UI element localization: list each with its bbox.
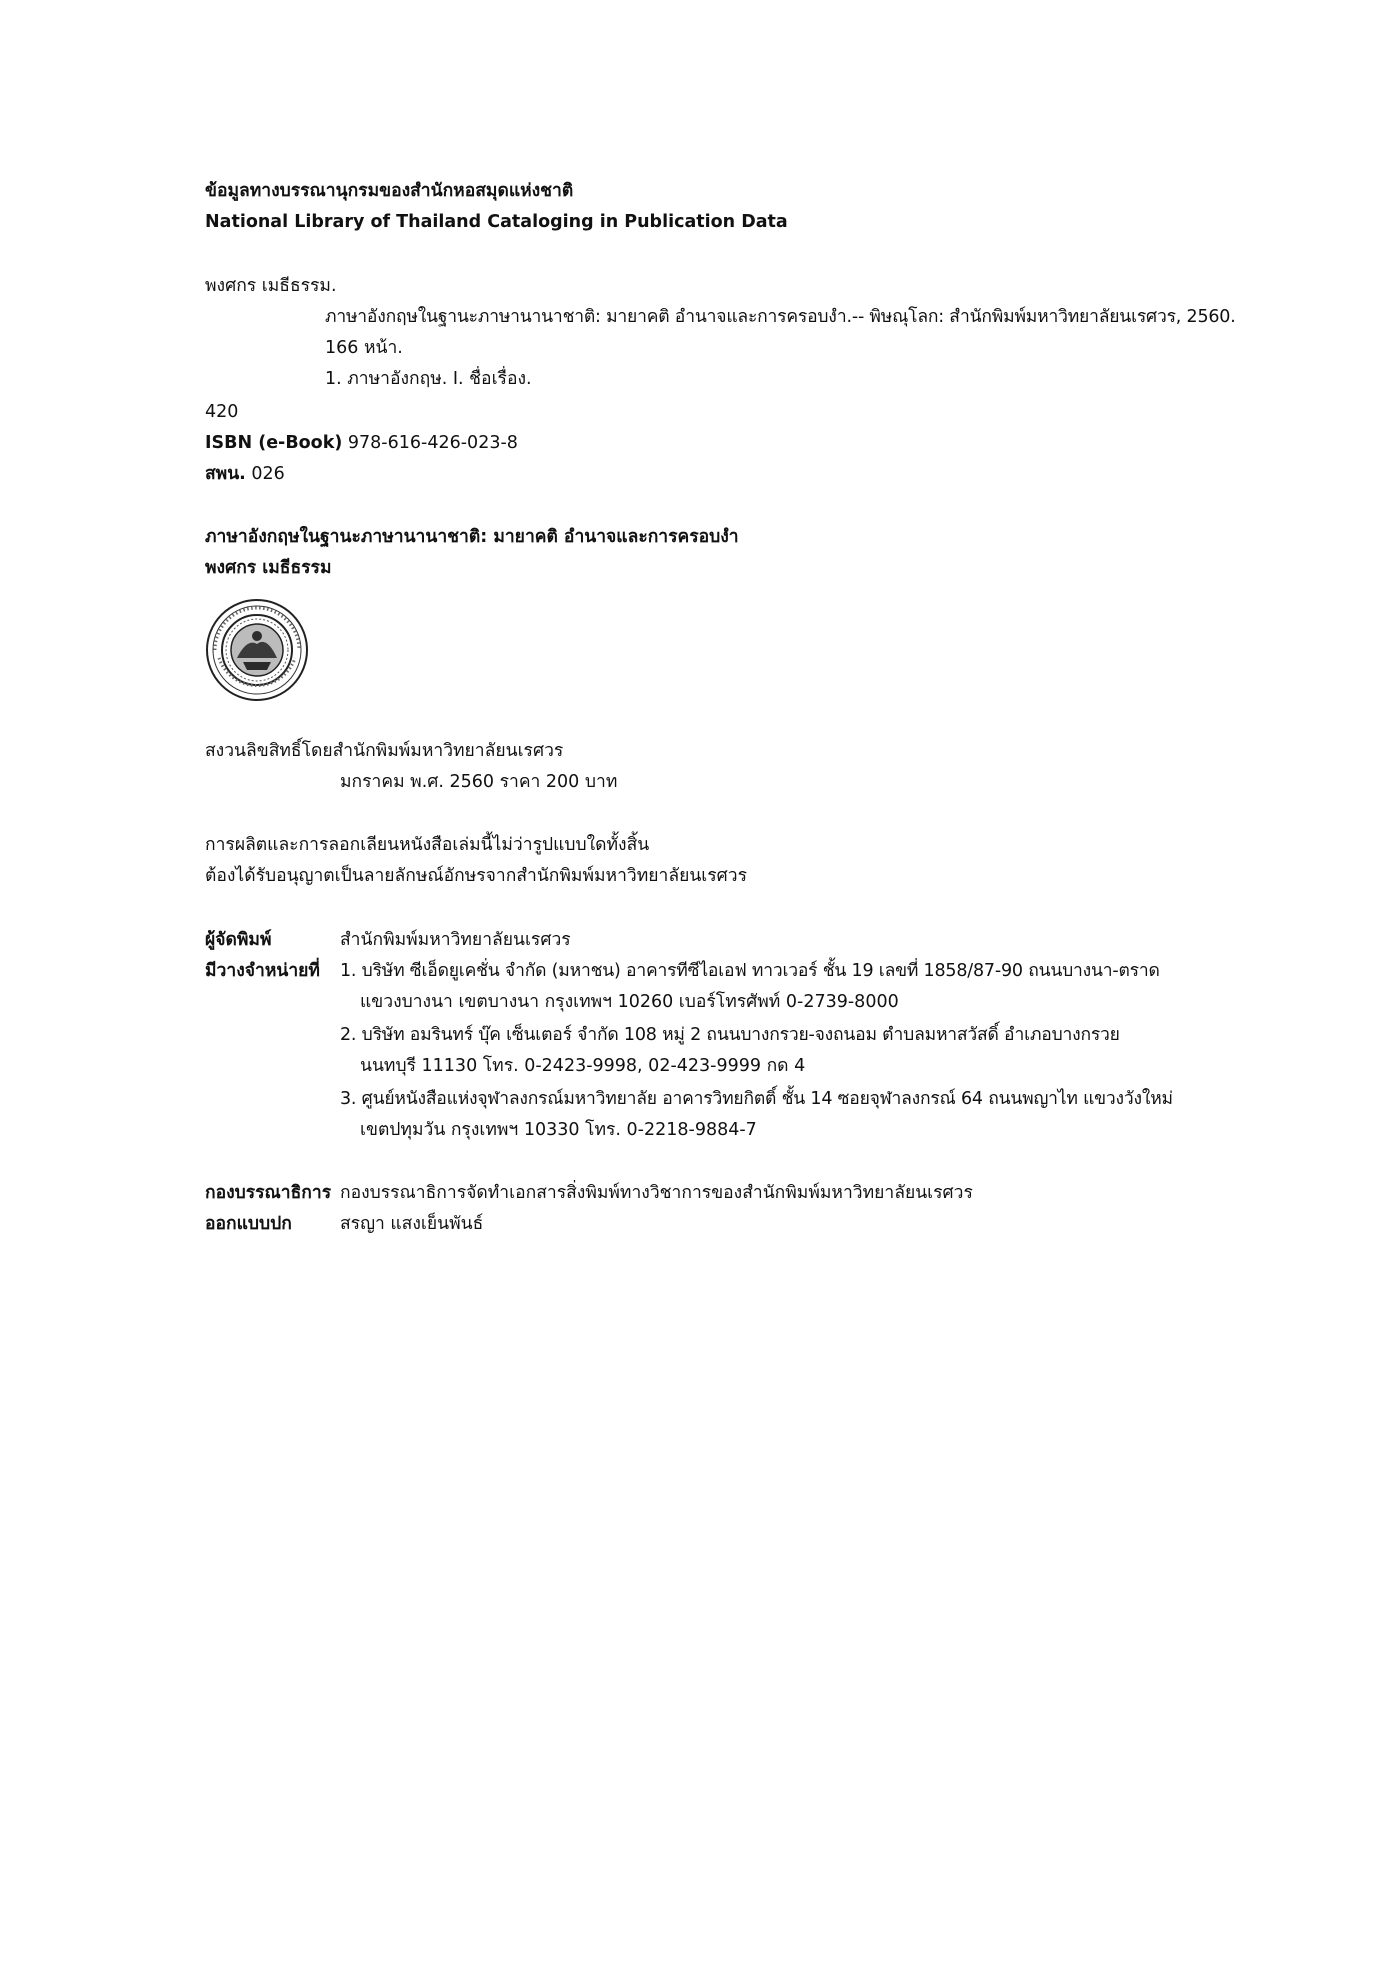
distributor-1-line-2: แขวงบางนา เขตบางนา กรุงเทพฯ 10260 เบอร์โทรศัพท์ 0-2739-8000 [360,992,899,1012]
cip-subjects: 1. ภาษาอังกฤษ. I. ชื่อเรื่อง. [325,369,532,389]
cover-design-label: ออกแบบปก [205,1214,292,1234]
distributor-2-line-2: นนทบุรี 11130 โทร. 0-2423-9998, 02-423-9999 กด 4 [360,1056,806,1076]
cip-heading-en: National Library of Thailand Cataloging in Publication Data [205,212,788,232]
snp-value: 026 [245,464,285,484]
isbn-label: ISBN (e-Book) [205,433,343,453]
cip-entry: ภาษาอังกฤษในฐานะภาษานานาชาติ: มายาคติ อำนาจและการครอบงำ.-- พิษณุโลก: สำนักพิมพ์มหาวิทยาลัยนเรศวร, 2560. [325,307,1236,327]
snp-label: สพน. [205,464,246,484]
notice-line-1: การผลิตและการลอกเลียนหนังสือเล่มนี้ไม่ว่ารูปแบบใดทั้งสิ้น [205,835,650,855]
university-seal-logo [205,598,309,702]
cover-design-value: สรญา แสงเย็นพันธ์ [340,1214,484,1234]
publisher-label: ผู้จัดพิมพ์ [205,930,272,950]
cip-snp [205,459,285,489]
distributor-1-line-1: 1. บริษัท ซีเอ็ดยูเคชั่น จำกัด (มหาชน) อาคารทีซีไอเอฟ ทาวเวอร์ ชั้น 19 เลขที่ 1858/87-90 ถนนบางนา-ตราด [340,961,1160,981]
isbn-value: 978-616-426-023-8 [342,433,518,453]
distributors-label: มีวางจำหน่ายที่ [205,961,320,981]
cip-isbn [205,428,518,458]
date-price-line: มกราคม พ.ศ. 2560 ราคา 200 บาท [340,772,618,792]
editorial-value: กองบรรณาธิการจัดทำเอกสารสิ่งพิมพ์ทางวิชาการของสำนักพิมพ์มหาวิทยาลัยนเรศวร [340,1183,973,1203]
distributor-3-line-1: 3. ศูนย์หนังสือแห่งจุฬาลงกรณ์มหาวิทยาลัย อาคารวิทยกิตติ์ ชั้น 14 ซอยจุฬาลงกรณ์ 64 ถนนพญาไท แขวงวังใหม่ [340,1089,1173,1109]
copyright-line: สงวนลิขสิทธิ์โดยสำนักพิมพ์มหาวิทยาลัยนเรศวร [205,741,564,761]
cip-author: พงศกร เมธีธรรม. [205,276,337,296]
editorial-label: กองบรรณาธิการ [205,1183,332,1203]
cip-pages: 166 หน้า. [325,338,403,358]
book-author: พงศกร เมธีธรรม [205,558,332,578]
distributor-3-line-2: เขตปทุมวัน กรุงเทพฯ 10330 โทร. 0-2218-9884-7 [360,1120,757,1140]
cip-class-number: 420 [205,402,239,422]
notice-line-2: ต้องได้รับอนุญาตเป็นลายลักษณ์อักษรจากสำนักพิมพ์มหาวิทยาลัยนเรศวร [205,866,748,886]
publisher-value: สำนักพิมพ์มหาวิทยาลัยนเรศวร [340,930,571,950]
distributor-2-line-1: 2. บริษัท อมรินทร์ บุ๊ค เซ็นเตอร์ จำกัด 108 หมู่ 2 ถนนบางกรวย-จงถนอม ตำบลมหาสวัสดิ์ อำเภอบางกรวย [340,1025,1120,1045]
book-title: ภาษาอังกฤษในฐานะภาษานานาชาติ: มายาคติ อำนาจและการครอบงำ [205,527,739,547]
cip-heading-th: ข้อมูลทางบรรณานุกรมของสำนักหอสมุดแห่งชาติ [205,181,574,201]
